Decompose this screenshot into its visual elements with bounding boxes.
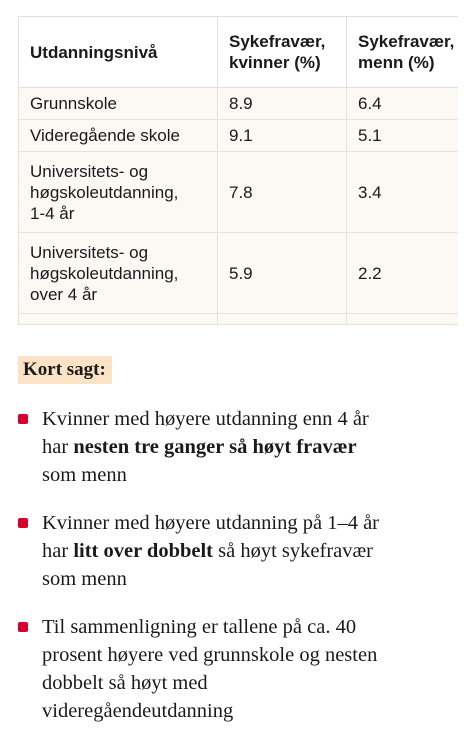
cell-line: Universitets- og	[30, 161, 149, 181]
summary-bullet-item	[18, 613, 458, 725]
bullet-text: har	[42, 436, 74, 458]
bullet-text: Til sammenligning er tallene på ca. 40	[42, 616, 357, 638]
header-sick-leave-women	[218, 17, 347, 88]
bullet-marker-icon	[18, 518, 28, 528]
bullet-text-line	[42, 669, 458, 697]
bullet-text: prosent høyere ved grunnskole og nesten	[42, 644, 378, 666]
cell-line: Grunnskole	[30, 94, 117, 113]
cell-line: høgskoleutdanning,	[30, 263, 179, 283]
bullet-text: så høyt sykefravær	[213, 540, 373, 562]
cell-men: 6.4	[347, 88, 459, 120]
cell-line: Universitets- og	[30, 242, 149, 262]
cell-men: 5.1	[347, 120, 459, 152]
bullet-text-bold: litt over dobbelt	[73, 540, 214, 562]
sick-leave-table	[18, 16, 458, 325]
summary-bullet-item	[18, 405, 458, 489]
summary-bullet-list	[18, 405, 458, 745]
table-row	[19, 88, 459, 120]
cell-women: 5.9	[218, 233, 347, 314]
bullet-marker-icon	[18, 414, 28, 424]
summary-label: Kort sagt:	[18, 356, 112, 384]
cell-women: 8.9	[218, 88, 347, 120]
bullet-text-line	[42, 565, 458, 593]
cell-empty	[218, 314, 347, 325]
table-row	[19, 120, 459, 152]
cell-women: 9.1	[218, 120, 347, 152]
header-line: menn (%)	[358, 53, 435, 72]
header-line: Sykefravær,	[229, 32, 326, 51]
cell-education-level	[19, 88, 218, 120]
cell-education-level	[19, 233, 218, 314]
bullet-text: har	[42, 540, 74, 562]
table-container	[18, 16, 458, 326]
cell-education-level	[19, 152, 218, 233]
bullet-text: Kvinner med høyere utdanning på 1–4 år	[42, 512, 380, 534]
header-line: kvinner (%)	[229, 53, 321, 72]
bullet-text: dobbelt så høyt med	[42, 672, 208, 694]
bullet-text-line	[42, 461, 458, 489]
table-row	[19, 233, 459, 314]
cell-empty	[19, 314, 218, 325]
bullet-text-line	[42, 697, 458, 725]
table-row	[19, 152, 459, 233]
cell-empty	[347, 314, 459, 325]
cell-line: over 4 år	[30, 284, 98, 304]
bullet-marker-icon	[18, 622, 28, 632]
cell-women: 7.8	[218, 152, 347, 233]
cell-education-level	[19, 120, 218, 152]
bullet-text-line	[42, 537, 458, 565]
bullet-text: videregåendeutdanning	[42, 700, 234, 722]
cell-men: 2.2	[347, 233, 459, 314]
cell-men: 3.4	[347, 152, 459, 233]
table-row-partial	[19, 314, 459, 325]
table-header-row	[19, 17, 459, 88]
cell-line: Videregående skole	[30, 126, 180, 145]
bullet-text-line	[42, 433, 458, 461]
header-line: Utdanningsnivå	[30, 42, 158, 62]
cell-line: 1-4 år	[30, 203, 75, 223]
bullet-text-line	[42, 613, 458, 641]
cell-line: høgskoleutdanning,	[30, 182, 179, 202]
bullet-text-line	[42, 641, 458, 669]
bullet-text-line	[42, 405, 458, 433]
bullet-text: Kvinner med høyere utdanning enn 4 år	[42, 408, 369, 430]
bullet-text: som menn	[42, 568, 127, 590]
header-line: Sykefravær,	[358, 32, 455, 51]
summary-bullet-item	[18, 509, 458, 593]
header-education-level	[19, 17, 218, 88]
bullet-text-line	[42, 509, 458, 537]
header-sick-leave-men	[347, 17, 459, 88]
bullet-text: som menn	[42, 464, 127, 486]
bullet-text-bold: nesten tre ganger så høyt fravær	[73, 436, 357, 458]
